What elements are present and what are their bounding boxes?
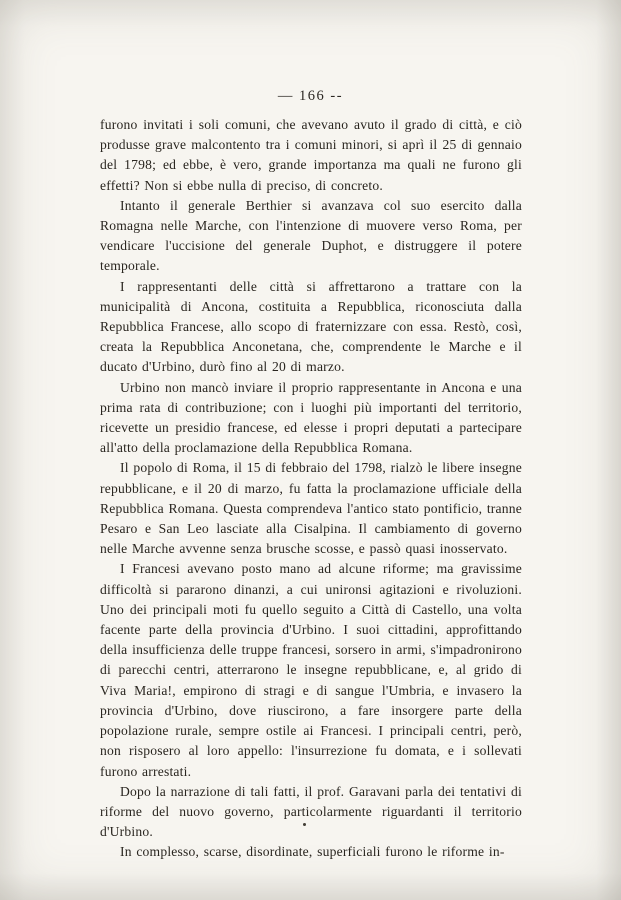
paragraph: Dopo la narrazione di tali fatti, il prof. Garavani parla dei tentativi di riforme del nuovo governo, particolarmente riguardanti il territorio d'Urbino. <box>100 783 522 840</box>
paragraph: Il popolo di Roma, il 15 di febbraio del 1798, rialzò le libere insegne repubblicane, e il 20 di marzo, fu fatta la proclamazione ufficiale della Repubblica Romana. Questa comprendeva l'antico stato pontificio, tranne Pesaro e San Leo lasciate alla Cisalpina. Il cambiamento di governo nelle Marche avvenne senza brusche scosse, e passò quasi inosservato. <box>100 460 522 557</box>
ink-spot <box>303 823 306 826</box>
page-number: — 166 -- <box>277 88 344 104</box>
paragraph: In complesso, scarse, disordinate, superficiali furono le riforme in- <box>120 844 505 860</box>
paragraph: furono invitati i soli comuni, che avevano avuto il grado di città, e ciò produsse grave malcontento tra i comuni minori, si aprì il 25 di gennaio del 1798; ed ebbe, è vero, grande importanza ma quali ne furono gli effetti? Non si ebbe nulla di preciso, di concreto. <box>100 117 522 193</box>
text-block <box>100 115 522 863</box>
paragraph: Urbino non mancò inviare il proprio rappresentante in Ancona e una prima rata di contribuzione; con i luoghi più importanti del territorio, ricevette un presidio francese, ed elesse i propri deputati a partecipare all'atto della proclamazione della Repubblica Romana. <box>100 379 522 456</box>
paragraph: I rappresentanti delle città si affrettarono a trattare con la municipalità di Ancona, costituita a Repubblica, riconosciuta dalla Repubblica Francese, allo scopo di fraternizzare con essa. Restò, così, creata la Repubblica Anconetana, che, comprendente le Marche e il ducato d'Urbino, durò fino al 20 di marzo. <box>100 278 522 375</box>
paragraph: I Francesi avevano posto mano ad alcune riforme; ma gravissime difficoltà si pararono dinanzi, a cui unironsi agitazioni e rivoluzioni. Uno dei principali moti fu quello seguito a Città di Castello, una volta facente parte della provincia d'Urbino. I suoi cittadini, approfittando della insufficienza delle truppe francesi, sorsero in armi, s'impadronirono di parecchi centri, atterrarono le insegne repubblicane, e, al grido di Viva Maria!, empirono di stragi e di sangue l'Umbria, e invasero la provincia d'Urbino, dove riuscirono, a fare insorgere parte della popolazione rurale, sempre ostile ai Francesi. I principali centri, però, non risposero al loro appello: l'insurrezione fu domata, e i sollevati furono arrestati. <box>100 561 522 779</box>
paragraph: Intanto il generale Berthier si avanzava col suo esercito dalla Romagna nelle Marche, con l'intenzione di muovere verso Roma, per vendicare l'uccisione del generale Duphot, e distruggere il potere temporale. <box>100 197 522 274</box>
